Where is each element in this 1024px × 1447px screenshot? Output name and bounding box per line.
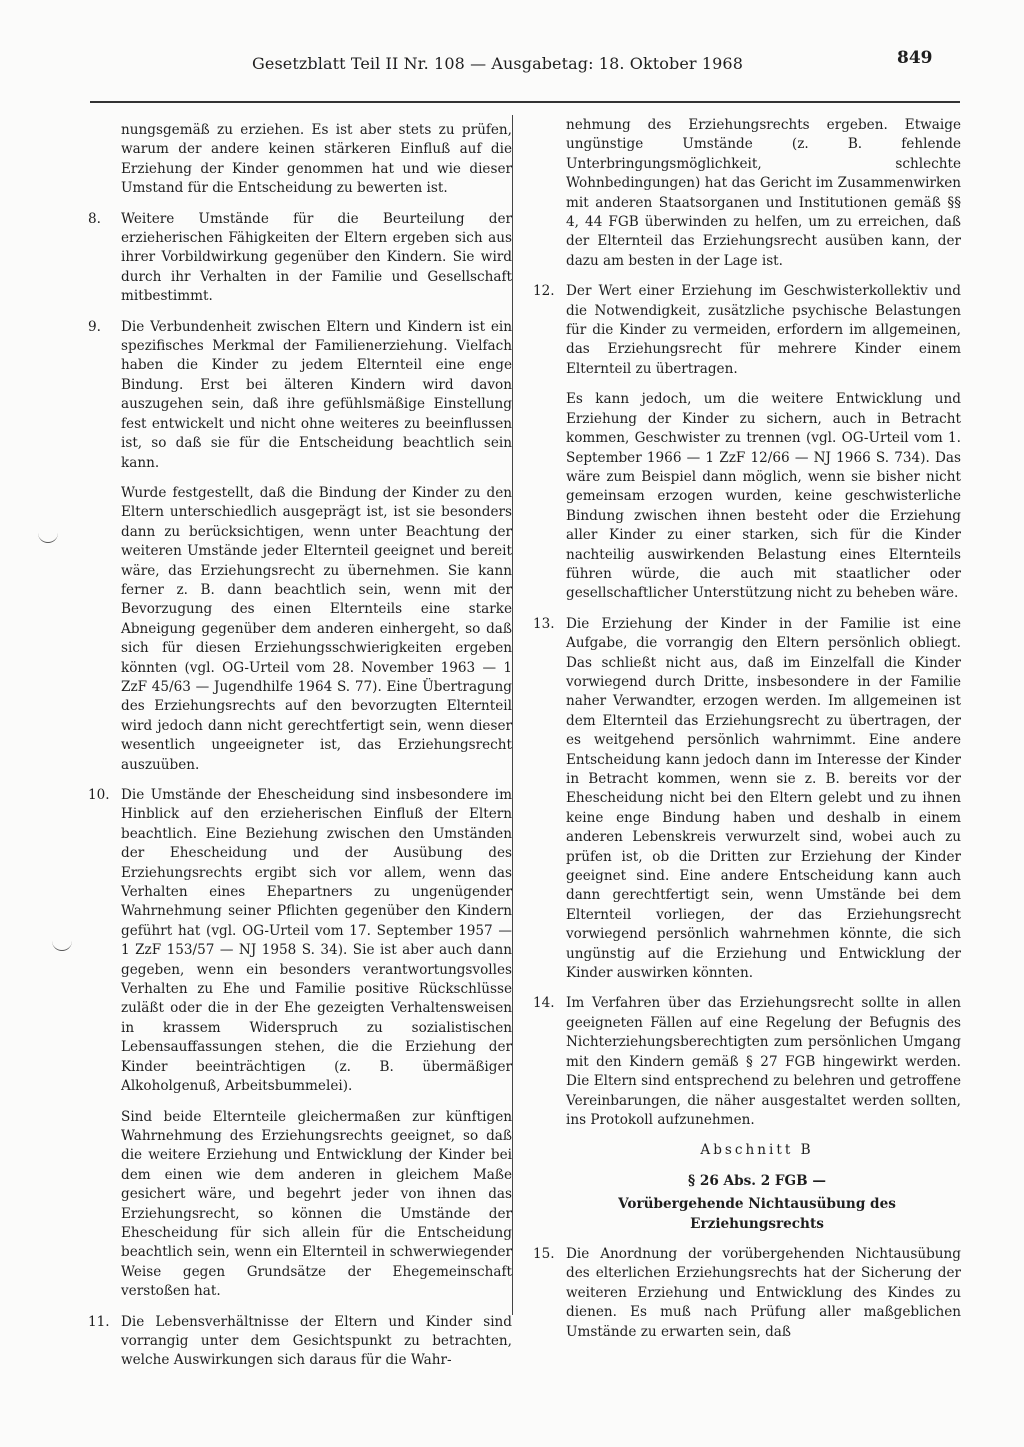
item-text: Die Umstände der Ehescheidung sind insbesondere im Hinblick auf den erzieherischen Einfluß der Eltern beachtlich. Eine Beziehung zwischen den Umständen der Ehescheidung und der Ausübung des Erziehungsrechts ergibt sich vor allem, wenn das Verhalten eines Ehepartners zu ungenügender Wahrnehmung seiner Pflichten gegenüber den Kindern geführt hat (vgl. OG-Urteil vom 17. September 1957 — 1 ZzF 153/57 — NJ 1958 S. 34). Sie ist aber auch dann gegeben, wenn ein besonders verantwortungsvolles Verhalten zu Ehe und Familie positive Rückschlüsse zuläßt oder die in der Ehe gezeigten Verhaltensweisen in krassem Widerspruch zu sozialistischen Lebensauffassungen stehen, die die Erziehung der Kinder beeinträchtigen (z. B. übermäßiger Alkoholgenuß, Arbeitsbummelei).: [121, 787, 512, 1095]
margin-mark: [38, 530, 58, 543]
item-number: 9.: [88, 318, 101, 335]
list-item-10: [88, 786, 512, 1302]
list-item-13: [533, 615, 961, 984]
item-number: 13.: [533, 615, 555, 632]
left-column: [88, 121, 512, 1382]
item-text: Die Anordnung der vorübergehenden Nichtausübung des elterlichen Erziehungsrechts hat der Sicherung der weiteren Erziehung und Entwicklung des Kindes zu dienen. Es muß nach Prüfung aller maßgeblichen Umstände zu erwarten sein, daß: [566, 1245, 961, 1340]
list-item-11: [88, 1313, 512, 1371]
section-title: Vorübergehende Nichtausübung des Erziehungsrechts: [618, 1196, 896, 1232]
continuation-text: nehmung des Erziehungsrechts ergeben. Etwaige ungünstige Umstände (z. B. fehlende Unterbringungsmöglichkeit, schlechte Wohnbedingungen) hat das Gericht im Zusammenwirken mit anderen Staatsorganen und Institutionen gemäß §§ 4, 44 FGB überwinden zu helfen, um zu erreichen, daß der Elternteil das Erziehungsrecht ausüben kann, der dazu am besten in der Lage ist.: [566, 117, 961, 269]
item-paragraph: Es kann jedoch, um die weitere Entwicklung und Erziehung der Kinder zu sichern, auch in Betracht kommen, Geschwister zu trennen (vgl. OG-Urteil vom 1. September 1966 — 1 ZzF 12/66 — NJ 1966 S. 734). Das wäre zum Beispiel dann möglich, wenn sie bisher nicht gemeinsam erzogen wurden, keine geschwisterliche Bindung zwischen ihnen besteht oder die Erziehung aller Kinder zu einer starken, sich für die Kinder nachteilig auswirkenden Belastung eines Elternteils führen würde, die auch mit staatlicher oder gesellschaftlicher Unterstützung nicht zu beheben wäre.: [566, 391, 961, 602]
section-reference: § 26 Abs. 2 FGB —: [688, 1172, 826, 1189]
item-text: Der Wert einer Erziehung im Geschwisterkollektiv und die Notwendigkeit, zusätzliche psychische Belastungen für die Kinder zu vermeiden, erfordern im allgemeinen, das Erziehungsrecht für mehrere Kinder einem Elternteil zu übertragen.: [566, 283, 961, 377]
list-item-12: [533, 282, 961, 604]
item-number: 10.: [88, 787, 110, 803]
item-text: Im Verfahren über das Erziehungsrecht sollte in allen geeigneten Fällen auf eine Regelung der Befugnis des Nichterziehungsberechtigten zum persönlichen Umgang mit den Kindern gemäß § 27 FGB hingewirkt werden. Die Eltern sind entsprechend zu belehren und getroffene Vereinbarungen, die näher ausgestaltet werden sollten, ins Protokoll aufzunehmen.: [566, 995, 961, 1128]
list-item-14: [533, 994, 961, 1130]
item-text: Die Lebensverhältnisse der Eltern und Kinder sind vorrangig unter dem Gesichtspunkt zu betrachten, welche Auswirkungen sich daraus für die Wahr-: [121, 1313, 512, 1369]
item-number: 12.: [533, 283, 555, 300]
item-paragraph: Wurde festgestellt, daß die Bindung der Kinder zu den Eltern unterschiedlich ausgeprägt ist, ist sie besonders dann zu berücksichtigen, wenn unter Beachtung der weiteren Umstände jeder Elternteil geeignet und bereit wäre, das Erziehungsrecht zu übernehmen. Sie kann ferner z. B. dann beachtlich sein, wenn mit der Bevorzugung des einen Elternteils eine starke Abneigung gegenüber dem anderen einhergeht, so daß sich für diesen Erziehungsschwierigkeiten ergeben könnten (vgl. OG-Urteil vom 28. November 1963 — 1 ZzF 45/63 — Jugendhilfe 1964 S. 77). Eine Übertragung des Erziehungsrechts auf den bevorzugten Elternteil wird jedoch dann nicht gerechtfertigt sein, wenn dieser wesentlich ungeeigneter ist, das Erziehungsrecht auszuüben.: [121, 484, 512, 773]
item-text: Die Verbundenheit zwischen Eltern und Kindern ist ein spezifisches Merkmal der Familienerziehung. Vielfach haben die Kinder zu jedem Elternteil eine enge Bindung. Erst bei älteren Kindern wird davon auszugehen sein, daß ihre gefühlsmäßige Einstellung fest entwickelt und nicht ohne weiteres zu beeinflussen ist, so daß sie für die Entscheidung beachtlich sein kann.: [121, 318, 512, 471]
item-number: 15.: [533, 1245, 555, 1262]
list-item-15: [533, 1245, 961, 1342]
right-column: [533, 116, 961, 1353]
section-heading: Abschnitt B: [700, 1142, 814, 1159]
list-item-9: [88, 318, 512, 775]
item-number: 11.: [88, 1313, 110, 1330]
header-rule: [90, 101, 960, 103]
item-number: 8.: [88, 210, 101, 227]
item-text: Die Erziehung der Kinder in der Familie ist eine Aufgabe, die vorrangig den Eltern persönlich obliegt. Das schließt nicht aus, daß im Einzelfall die Kinder vorwiegend durch Dritte, insbesondere in der Familie naher Verwandter, erzogen werden. Im allgemeinen ist dem Elternteil das Erziehungsrecht zu übertragen, der es weitgehend persönlich wahrnimmt. Eine andere Entscheidung kann jedoch dann im Interesse der Kinder in Betracht kommen, wenn sie z. B. bereits vor der Ehescheidung nicht bei den Eltern gelebt und zu ihnen keine enge Bindung haben und deshalb in einem anderen Lebenskreis verwurzelt sind, wobei auch zu prüfen ist, ob die Dritten zur Erziehung der Kinder geeignet sind. Eine andere Entscheidung kann auch dann gerechtfertigt sein, wenn Umstände bei dem Elternteil vorliegen, der das Erziehungsrecht vorwiegend persönlich wahrnehmen könnte, die sich ungünstig auf die Erziehung und Entwicklung der Kinder auswirken könnten.: [566, 615, 961, 982]
column-divider: [512, 115, 513, 1315]
item-paragraph: Sind beide Elternteile gleichermaßen zur künftigen Wahrnehmung des Erziehungsrechts geeignet, so daß die weitere Erziehung und Entwicklung der Kinder bei dem einen wie dem anderen in gleichem Maße gesichert wäre, und begehrt jeder von ihnen das Erziehungsrecht, so können die Umstände der Ehescheidung für sich allein für die Entscheidung beachtlich sein, wenn ein Elternteil in schwerwiegender Weise gegen Grundsätze der Ehegemeinschaft verstoßen hat.: [121, 1108, 512, 1300]
margin-mark: [52, 938, 72, 951]
continuation-text: nungsgemäß zu erziehen. Es ist aber stets zu prüfen, warum der andere keinen stärkeren Einfluß auf die Erziehung der Kinder genommen hat und wie dieser Umstand für die Entscheidung zu bewerten ist.: [121, 122, 512, 197]
list-item-8: [88, 210, 512, 307]
item-text: Weitere Umstände für die Beurteilung der erzieherischen Fähigkeiten der Eltern ergeben sich aus ihrer Vorbildwirkung gegenüber den Kindern. Sie wird durch ihr Verhalten in der Familie und Gesellschaft mitbestimmt.: [121, 210, 512, 305]
item-number: 14.: [533, 995, 555, 1012]
page-number: 849: [897, 48, 933, 68]
page-header: Gesetzblatt Teil II Nr. 108 — Ausgabetag: 18. Oktober 1968: [252, 54, 743, 73]
